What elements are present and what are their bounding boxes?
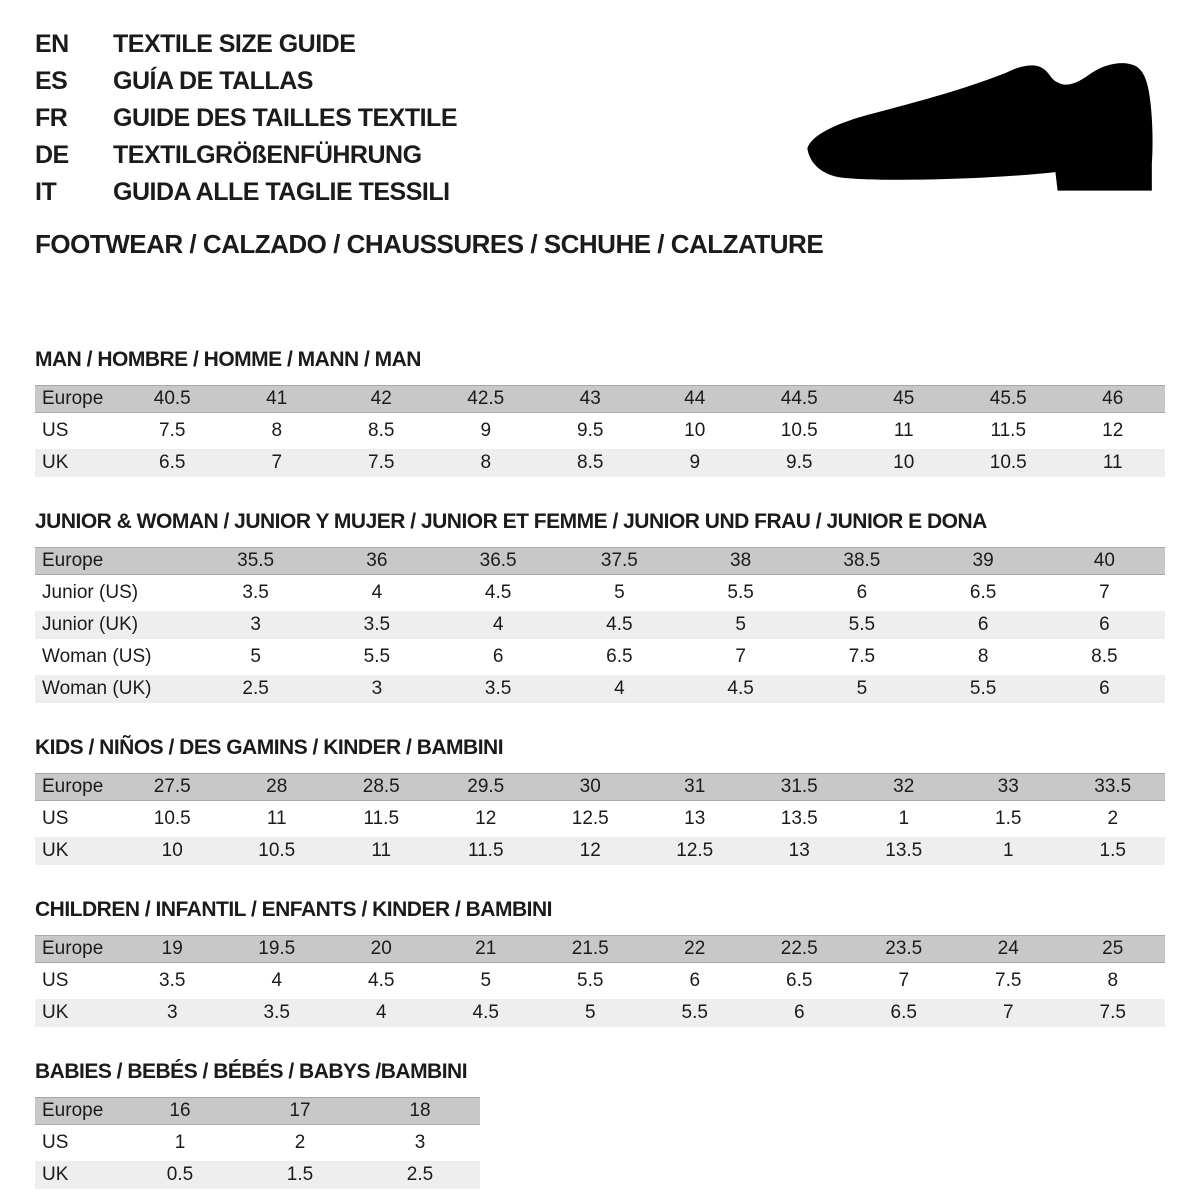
size-cell: 36.5	[438, 547, 559, 575]
size-cell: 11.5	[990, 420, 1027, 441]
size-cell: 12	[475, 808, 497, 829]
size-cell: 6	[1044, 611, 1165, 639]
size-cell: 1	[956, 837, 1061, 865]
header	[35, 26, 1165, 260]
table-row-us	[35, 967, 1165, 995]
size-cell: 20	[329, 935, 434, 963]
table-row-us	[35, 805, 1165, 833]
size-cell: 6	[492, 646, 504, 667]
language-label: GUIDA ALLE TAGLIE TESSILI	[113, 178, 450, 206]
size-table-kids	[35, 769, 1165, 869]
size-cell: 13.5	[780, 808, 818, 829]
row-label: Junior (US)	[42, 582, 139, 603]
size-section-kids	[35, 736, 1165, 869]
size-cell: 1.5	[995, 808, 1022, 829]
size-cell: 4.5	[434, 999, 539, 1027]
size-cell: 37.5	[559, 547, 680, 575]
size-cell: 6	[856, 582, 868, 603]
size-cell: 3.5	[438, 675, 559, 703]
table-row-junior-uk	[35, 611, 1165, 639]
section-title-babies: BABIES / BEBÉS / BÉBÉS / BABYS /BAMBINI	[35, 1060, 468, 1083]
size-cell: 35.5	[195, 547, 316, 575]
size-cell: 7	[898, 970, 910, 991]
size-cell: 9	[643, 449, 748, 477]
size-cell: 17	[240, 1097, 360, 1125]
size-cell: 7.5	[1061, 999, 1166, 1027]
table-row-europe	[35, 1097, 480, 1125]
size-cell: 7	[1099, 582, 1110, 603]
size-cell: 27.5	[120, 773, 225, 801]
size-cell: 33.5	[1061, 773, 1166, 801]
size-cell: 13.5	[852, 837, 957, 865]
size-cell: 10.5	[956, 449, 1061, 477]
size-cell: 3.5	[159, 970, 186, 991]
table-row-uk	[35, 837, 1165, 865]
size-cell: 9.5	[747, 449, 852, 477]
row-label: Woman (UK)	[35, 675, 195, 703]
size-cell: 5	[480, 970, 492, 991]
size-cell: 42.5	[434, 385, 539, 413]
language-code: IT	[35, 178, 57, 206]
size-cell: 8	[977, 646, 989, 667]
table-row-uk	[35, 999, 1165, 1027]
size-cell: 6.5	[852, 999, 957, 1027]
size-cell: 1	[898, 808, 910, 829]
size-cell: 3.5	[242, 582, 269, 603]
size-cell: 38.5	[801, 547, 922, 575]
size-cell: 8	[1107, 970, 1119, 991]
table-row-europe	[35, 935, 1165, 963]
size-cell: 6	[923, 611, 1044, 639]
size-cell: 11.5	[363, 808, 400, 829]
row-label: US	[42, 1132, 69, 1153]
row-label: UK	[35, 449, 120, 477]
size-cell: 44.5	[747, 385, 852, 413]
size-cell: 11	[329, 837, 434, 865]
language-code: ES	[35, 67, 68, 95]
size-cell: 4.5	[680, 675, 801, 703]
size-cell: 2	[294, 1132, 306, 1153]
size-cell: 10	[852, 449, 957, 477]
size-cell: 44	[643, 385, 748, 413]
row-label: Europe	[35, 547, 195, 575]
language-label: GUIDE DES TAILLES TEXTILE	[113, 104, 458, 132]
size-cell: 5.5	[801, 611, 922, 639]
size-cell: 22.5	[747, 935, 852, 963]
size-cell: 32	[852, 773, 957, 801]
size-cell: 30	[538, 773, 643, 801]
table-row-us	[35, 1129, 480, 1157]
size-cell: 1.5	[240, 1161, 360, 1189]
row-label: Europe	[35, 1097, 120, 1125]
row-label: UK	[35, 1161, 120, 1189]
size-cell: 3.5	[316, 611, 437, 639]
size-cell: 36	[316, 547, 437, 575]
size-cell: 5	[680, 611, 801, 639]
size-cell: 41	[225, 385, 330, 413]
language-code: DE	[35, 141, 69, 169]
row-label: Junior (UK)	[35, 611, 195, 639]
row-label: UK	[35, 837, 120, 865]
size-cell: 6.5	[969, 582, 997, 603]
size-section-man	[35, 348, 1165, 481]
size-cell: 46	[1061, 385, 1166, 413]
size-cell: 39	[923, 547, 1044, 575]
size-cell: 21.5	[538, 935, 643, 963]
table-row-uk	[35, 449, 1165, 477]
table-row-woman-us	[35, 643, 1165, 671]
table-row-woman-uk	[35, 675, 1165, 703]
size-cell: 3	[414, 1132, 426, 1153]
size-cell: 19.5	[225, 935, 330, 963]
dress-shoe-icon	[790, 56, 1180, 206]
size-cell: 29.5	[434, 773, 539, 801]
category-line: FOOTWEAR / CALZADO / CHAUSSURES / SCHUHE / CALZATURE	[35, 229, 824, 259]
size-cell: 8.5	[1091, 646, 1118, 667]
size-cell: 4	[559, 675, 680, 703]
size-cell: 6.5	[606, 646, 633, 667]
row-label: Europe	[35, 935, 120, 963]
size-cell: 5.5	[923, 675, 1044, 703]
size-cell: 9	[480, 420, 492, 441]
size-cell: 38	[680, 547, 801, 575]
size-cell: 6.5	[120, 449, 225, 477]
size-cell: 23.5	[852, 935, 957, 963]
size-cell: 4.5	[368, 970, 395, 991]
size-cell: 6	[689, 970, 701, 991]
size-cell: 4	[371, 582, 383, 603]
size-cell: 1.5	[1061, 837, 1166, 865]
size-cell: 8.5	[538, 449, 643, 477]
size-cell: 10.5	[225, 837, 330, 865]
table-row-us	[35, 417, 1165, 445]
size-cell: 0.5	[120, 1161, 240, 1189]
size-cell: 24	[956, 935, 1061, 963]
size-cell: 5	[538, 999, 643, 1027]
size-cell: 45	[852, 385, 957, 413]
size-cell: 9.5	[577, 420, 604, 441]
size-cell: 5.5	[577, 970, 604, 991]
size-cell: 45.5	[956, 385, 1061, 413]
size-cell: 12.5	[571, 808, 609, 829]
size-table-children	[35, 931, 1165, 1031]
size-cell: 7	[956, 999, 1061, 1027]
size-cell: 5.5	[363, 646, 391, 667]
table-row-europe	[35, 773, 1165, 801]
size-cell: 1	[174, 1132, 186, 1153]
section-title-kids: KIDS / NIÑOS / DES GAMINS / KINDER / BAMBINI	[35, 736, 504, 759]
row-label: Woman (US)	[42, 646, 152, 667]
size-cell: 11	[266, 808, 287, 829]
size-cell: 2.5	[360, 1161, 480, 1189]
size-cell: 4.5	[484, 582, 512, 603]
table-row-europe	[35, 385, 1165, 413]
size-cell: 3.5	[225, 999, 330, 1027]
size-cell: 10.5	[780, 420, 818, 441]
size-cell: 19	[120, 935, 225, 963]
language-code: EN	[35, 30, 69, 58]
size-cell: 7	[735, 646, 746, 667]
size-cell: 13	[747, 837, 852, 865]
language-label: GUÍA DE TALLAS	[113, 67, 313, 95]
size-cell: 10	[684, 420, 706, 441]
size-cell: 10.5	[153, 808, 191, 829]
size-cell: 40	[1044, 547, 1165, 575]
table-row-junior-us	[35, 579, 1165, 607]
size-cell: 31	[643, 773, 748, 801]
size-cell: 31.5	[747, 773, 852, 801]
size-cell: 10	[120, 837, 225, 865]
size-cell: 11	[1061, 449, 1166, 477]
size-cell: 4	[438, 611, 559, 639]
table-row-europe	[35, 547, 1165, 575]
size-cell: 12.5	[643, 837, 748, 865]
size-cell: 18	[360, 1097, 480, 1125]
language-label: TEXTILE SIZE GUIDE	[113, 30, 356, 58]
size-cell: 8.5	[368, 420, 395, 441]
size-cell: 28.5	[329, 773, 434, 801]
size-cell: 5.5	[643, 999, 748, 1027]
size-cell: 4	[329, 999, 434, 1027]
size-cell: 5	[801, 675, 922, 703]
size-cell: 7.5	[159, 420, 186, 441]
size-cell: 8	[271, 420, 283, 441]
size-cell: 28	[225, 773, 330, 801]
size-cell: 11	[893, 420, 914, 441]
size-cell: 11.5	[434, 837, 539, 865]
size-cell: 8	[434, 449, 539, 477]
size-cell: 5	[614, 582, 625, 603]
row-label: Europe	[35, 385, 120, 413]
size-cell: 6.5	[786, 970, 813, 991]
size-cell: 43	[538, 385, 643, 413]
size-cell: 42	[329, 385, 434, 413]
size-cell: 12	[538, 837, 643, 865]
size-table-babies	[35, 1093, 480, 1193]
section-title-junior-woman: JUNIOR & WOMAN / JUNIOR Y MUJER / JUNIOR ET FEMME / JUNIOR UND FRAU / JUNIOR E DONA	[35, 510, 987, 533]
language-code: FR	[35, 104, 68, 132]
size-cell: 21	[434, 935, 539, 963]
size-table-man	[35, 381, 1165, 481]
row-label: UK	[35, 999, 120, 1027]
size-cell: 22	[643, 935, 748, 963]
size-section-junior-woman	[35, 510, 1165, 707]
row-label: US	[42, 420, 69, 441]
size-section-babies	[35, 1060, 1165, 1193]
size-cell: 13	[684, 808, 706, 829]
size-cell: 4	[271, 970, 283, 991]
row-label: US	[42, 808, 69, 829]
size-cell: 7.5	[329, 449, 434, 477]
size-section-children	[35, 898, 1165, 1031]
size-cell: 40.5	[120, 385, 225, 413]
size-cell: 5	[250, 646, 261, 667]
size-cell: 12	[1102, 420, 1124, 441]
size-cell: 33	[956, 773, 1061, 801]
size-cell: 25	[1061, 935, 1166, 963]
row-label: US	[42, 970, 69, 991]
section-title-children: CHILDREN / INFANTIL / ENFANTS / KINDER / BAMBINI	[35, 898, 552, 921]
size-cell: 7.5	[995, 970, 1022, 991]
size-cell: 4.5	[559, 611, 680, 639]
table-row-uk	[35, 1161, 480, 1189]
section-title-man: MAN / HOMBRE / HOMME / MANN / MAN	[35, 348, 421, 371]
size-table-junior-woman	[35, 543, 1165, 707]
language-label: TEXTILGRÖßENFÜHRUNG	[113, 141, 422, 169]
size-cell: 3	[316, 675, 437, 703]
size-tables	[35, 348, 1165, 1193]
size-cell: 2.5	[195, 675, 316, 703]
size-cell: 2	[1107, 808, 1119, 829]
size-cell: 6	[747, 999, 852, 1027]
size-cell: 7.5	[848, 646, 876, 667]
size-cell: 5.5	[727, 582, 754, 603]
size-cell: 16	[120, 1097, 240, 1125]
row-label: Europe	[35, 773, 120, 801]
size-cell: 6	[1044, 675, 1165, 703]
size-cell: 3	[195, 611, 316, 639]
size-cell: 3	[120, 999, 225, 1027]
size-cell: 7	[225, 449, 330, 477]
